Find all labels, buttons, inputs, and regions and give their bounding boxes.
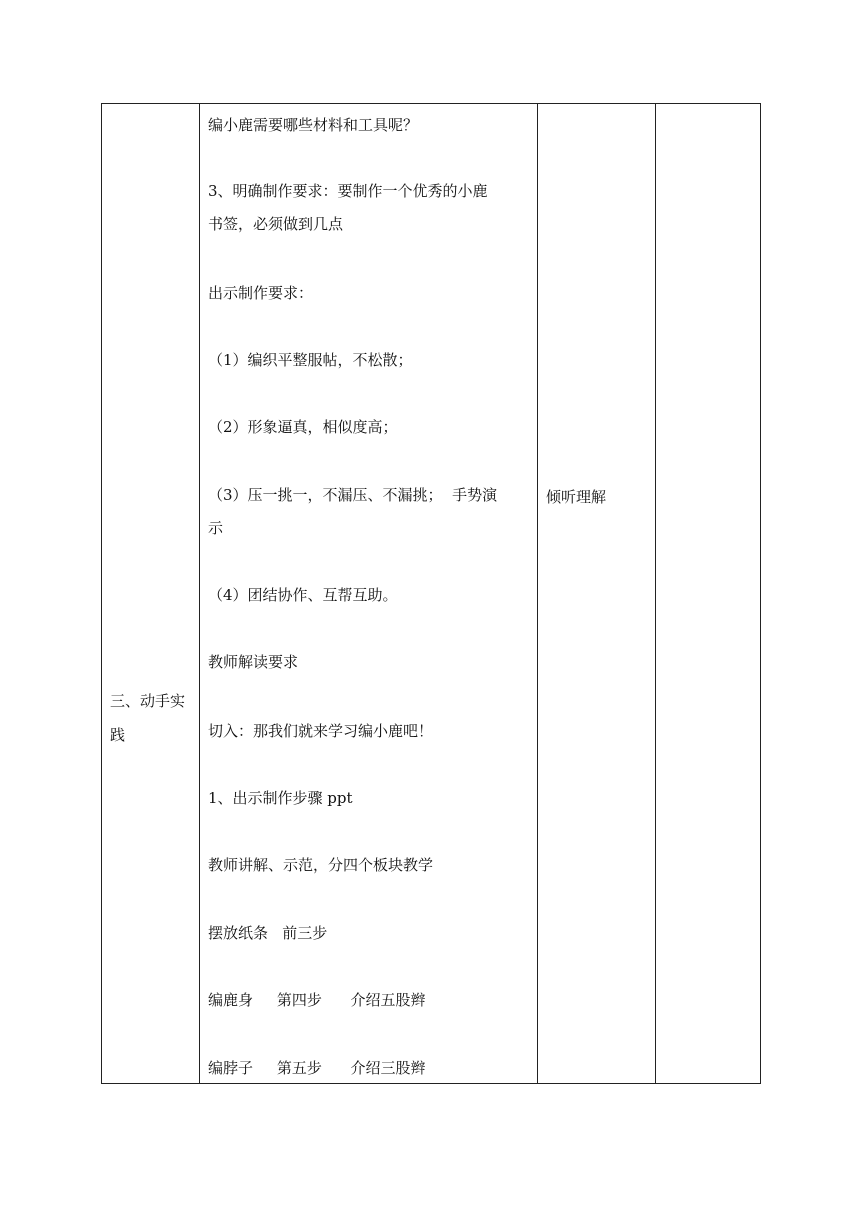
content-line: 3、明确制作要求：要制作一个优秀的小鹿 <box>208 182 488 200</box>
content-line: （1）编织平整服帖，不松散； <box>208 351 413 369</box>
content-line: 书签，必须做到几点 <box>208 215 344 233</box>
lesson-plan-table <box>101 103 761 1084</box>
content-line: （3）压一挑一，不漏压、不漏挑； 手势演 <box>208 486 498 504</box>
content-line: 示 <box>208 519 224 537</box>
content-line: 切入：那我们就来学习编小鹿吧！ <box>208 722 434 740</box>
content-line: 教师解读要求 <box>208 653 299 671</box>
content-line: 教师讲解、示范，分四个板块教学 <box>208 856 434 874</box>
stage-cell <box>102 104 200 1084</box>
student-activity-text: 倾听理解 <box>546 488 607 506</box>
content-line: 编小鹿需要哪些材料和工具呢？ <box>208 116 419 134</box>
design-intent-cell <box>656 104 761 1084</box>
content-line: 1、出示制作步骤 ppt <box>208 789 353 807</box>
content-line: （2）形象逼真，相似度高； <box>208 418 398 436</box>
content-line: 出示制作要求： <box>208 284 314 302</box>
teacher-activity-cell <box>200 104 538 1084</box>
content-line: （4）团结协作、互帮互助。 <box>208 586 398 604</box>
content-line: 编鹿身 第四步 介绍五股辫 <box>208 991 426 1009</box>
student-activity-cell <box>538 104 656 1084</box>
content-line: 编脖子 第五步 介绍三股辫 <box>208 1059 426 1077</box>
table-row <box>102 104 761 1084</box>
stage-label: 三、动手实践 <box>110 692 186 744</box>
content-line: 摆放纸条 前三步 <box>208 924 328 942</box>
